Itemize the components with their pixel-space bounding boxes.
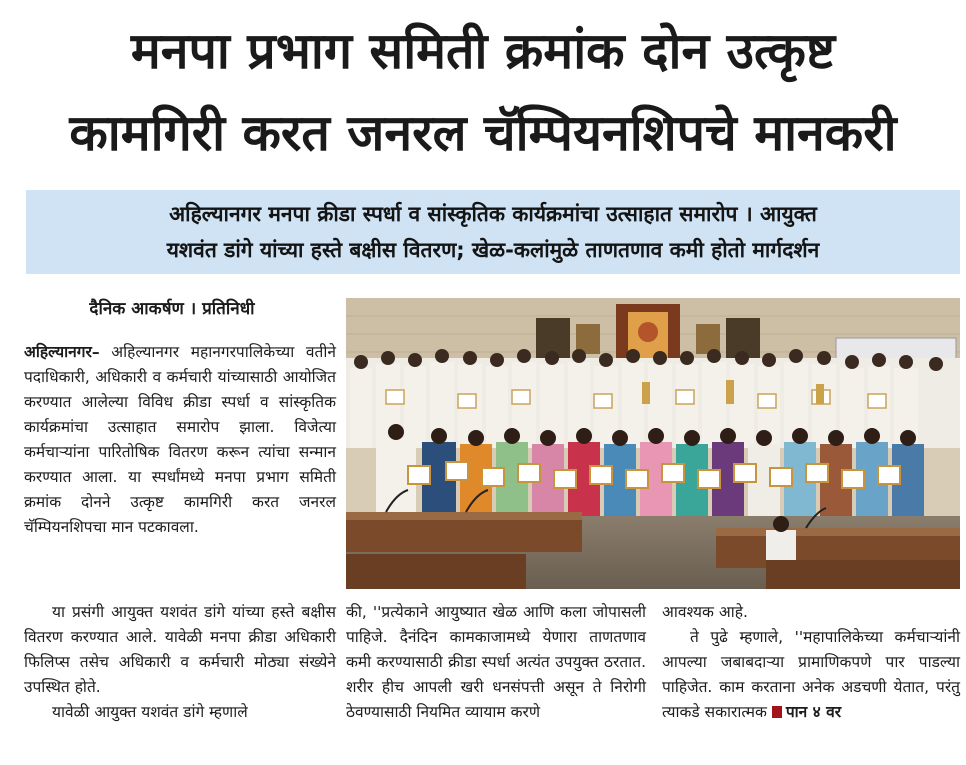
group-photo (346, 298, 960, 589)
group-photo-image (346, 298, 960, 589)
headline-line-2: कामगिरी करत जनरल चॅम्पियनशिपचे मानकरी (69, 104, 897, 162)
subheadline-line-2: यशवंत डांगे यांच्या हस्ते बक्षीस वितरण; खेळ-कलांमुळे ताणतणाव कमी होतो मार्गदर्शन (166, 238, 820, 262)
article-paragraph-5: आवश्यक आहे. (662, 603, 748, 621)
article-paragraph-3: यावेळी आयुक्त यशवंत डांगे म्हणाले (52, 703, 248, 721)
subheadline-line-1: अहिल्यानगर मनपा क्रीडा स्पर्धा व सांस्कृतिक कार्यक्रमांचा उत्साहात समारोप । आयुक्त (169, 202, 817, 226)
subheadline-box (26, 190, 960, 274)
paragraph-6-text: ते पुढे म्हणाले, ''महापालिकेच्या कर्मचाऱ्यांनी आपल्या जबाबदाऱ्या प्रामाणिकपणे पार पाडल्या पाहिजेत. काम करताना अनेक अडचणी येतात, परंतु त्याकडे सकारात्मक (662, 628, 960, 721)
headline-line-1: मनपा प्रभाग समिती क्रमांक दोन उत्कृष्ट (130, 22, 836, 80)
dateline: अहिल्यानगर– (24, 343, 100, 361)
paragraph-1-text: अहिल्यानगर महानगरपालिकेच्या वतीने पदाधिकारी, अधिकारी व कर्मचारी यांच्यासाठी आयोजित करण्यात आलेल्या विविध क्रीडा स्पर्धा व सांस्कृतिक कार्यक्रमांचा उत्साहात समारोप झाला. विजेत्या कर्मचाऱ्यांना पारितोषिक वितरण करून त्यांचा सन्मान करण्यात आला. या स्पर्धांमध्ये मनपा प्रभाग समिती क्रमांक दोनने उत्कृष्ट कामगिरी करत जनरल चॅम्पियनशिपचा मान पटकावला. (24, 343, 336, 536)
article-paragraph-1 (24, 340, 336, 540)
byline: दैनिक आकर्षण । प्रतिनिधी (89, 299, 255, 319)
article-column-1-bottom (24, 600, 336, 725)
continued-text: पान ४ वर (785, 703, 842, 721)
continued-marker-icon (772, 706, 782, 718)
article-column-2 (346, 600, 646, 725)
article-column-1-top (24, 340, 336, 540)
article-column-3 (662, 600, 960, 725)
article-paragraph-2: या प्रसंगी आयुक्त यशवंत डांगे यांच्या हस्ते बक्षीस वितरण करण्यात आले. यावेळी मनपा क्रीडा अधिकारी फिलिप्स तसेच अधिकारी व कर्मचारी मोठ्या संख्येने उपस्थित होते. (24, 603, 336, 696)
continued-on-page-label (772, 703, 841, 721)
article-paragraph-6 (662, 625, 960, 725)
article-paragraph-4: की, ''प्रत्येकाने आयुष्यात खेळ आणि कला जोपासली पाहिजे. दैनंदिन कामकाजामध्ये येणारा ताणतणाव कमी करण्यासाठी क्रीडा स्पर्धा अत्यंत उपयुक्त ठरतात. शरीर हीच आपली खरी धनसंपत्ती असून ते निरोगी ठेवण्यासाठी नियमित व्यायाम करणे (346, 603, 646, 721)
